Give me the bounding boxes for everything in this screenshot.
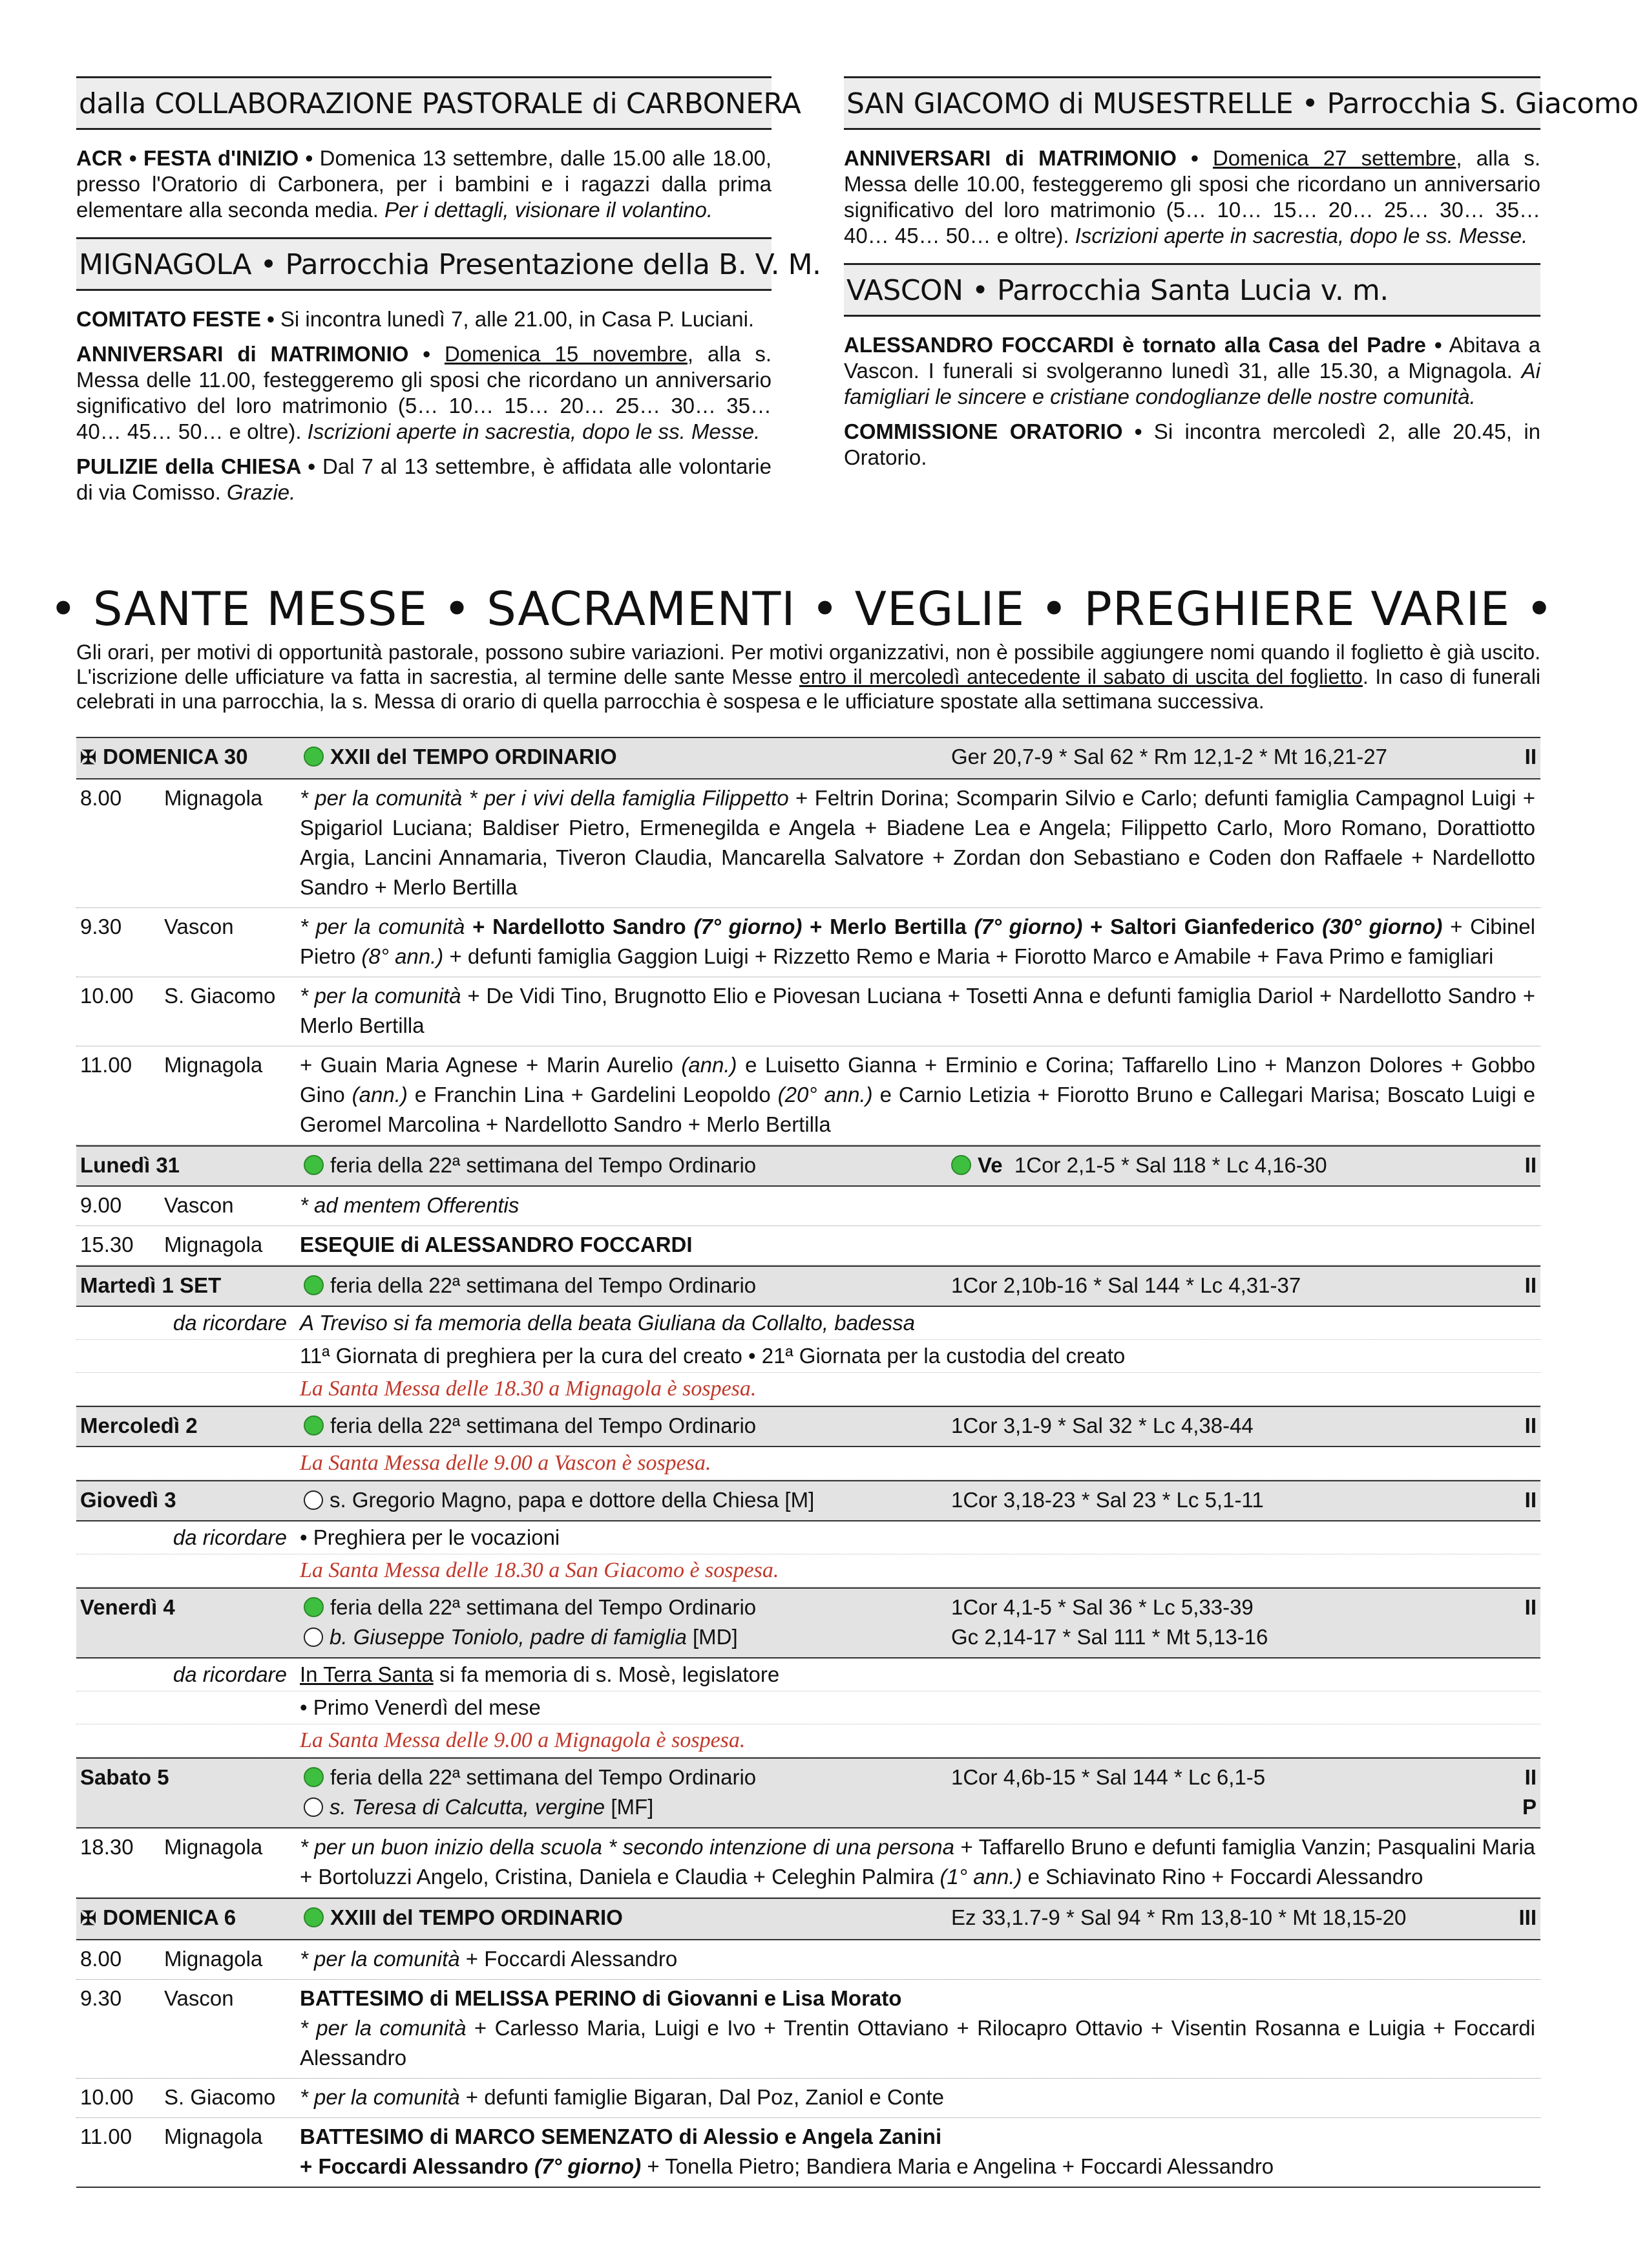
section-title-mignagola: MIGNAGOLA • Parrocchia Presentazione della B. V. M. — [76, 237, 772, 291]
green-liturgy-icon — [304, 1767, 324, 1787]
green-liturgy-icon — [304, 1155, 324, 1175]
section-title-carbonera: dalla COLLABORAZIONE PASTORALE di CARBONERA — [76, 76, 772, 130]
mass-row: 11.00 Mignagola + Guain Maria Agnese + Marin Aurelio (ann.) e Luisetto Gianna + Erminio e Corina; Taffarello Lino + Manzon Dolores + Gobbo Gino (ann.) e Franchin Lina + Gardelini Leopoldo (20° ann.) e Carnio Letizia + Fiorotto Bruno e Callegari Marisa; Boscato Luigi e Geromel Marcolina + Nardellotto Sandro + Merlo Bertilla — [76, 1046, 1540, 1145]
mass-row: 8.00 Mignagola * per la comunità + Foccardi Alessandro — [76, 1940, 1540, 1980]
suspended-notice: La Santa Messa delle 18.30 a San Giacomo è sospesa. — [76, 1554, 1540, 1587]
white-liturgy-icon — [304, 1490, 323, 1510]
schedule-notice: Gli orari, per motivi di opportunità pastorale, possono subire variazioni. Per motivi organizzativi, non è possibile aggiungere nomi quando il foglietto è già uscito. L'iscrizione delle ufficiature va fatta in sacrestia, al termine delle sante Messe entro il mercoledì antecedente il sabato di uscita del foglietto. In caso di funerali celebrati in una parrocchia, la s. Messa di orario di quella parrocchia è sospesa e le ufficiature spostate alla settimana successiva. — [76, 641, 1541, 713]
mass-row: 8.00 Mignagola * per la comunità * per i vivi della famiglia Filippetto + Feltrin Dorina; Scomparin Silvio e Carlo; defunti famiglia Campagnol Luigi + Spigariol Luciana; Baldiser Pietro, Ermenegilda e Angela + Biadene Lea e Angela; Filippetto Carlo, Moro Romano, Dorattiotto Argia, Lancini Annamaria, Tiveron Claudia, Mancarella Salvatore + Zordan don Sebastiano e Coden don Raffaele + Nardellotto Sandro + Merlo Bertilla — [76, 779, 1540, 908]
cross-icon: ✠ — [80, 747, 97, 768]
white-liturgy-icon — [304, 1627, 323, 1647]
day-row-sabato-5: Sabato 5 feria della 22ª settimana del Tempo Ordinario s. Teresa di Calcutta, vergine [MF] 1Cor 4,6b-15 * Sal 144 * Lc 6,1-5 II P — [76, 1757, 1540, 1828]
mass-row: 10.00 S. Giacomo * per la comunità + De Vidi Tino, Brugnotto Elio e Piovesan Luciana + Tosetti Anna e defunti famiglia Dariol + Nardellotto Sandro + Merlo Bertilla — [76, 977, 1540, 1046]
mass-row: 18.30 Mignagola * per un buon inizio della scuola * secondo intenzione di una persona + Taffarello Bruno e defunti famiglia Vanzin; Pasqualini Maria + Bortoluzzi Angelo, Cristina, Daniela e Claudia + Celeghin Palmira (1° ann.) e Schiavinato Rino + Foccardi Alessandro — [76, 1828, 1540, 1898]
right-column — [844, 76, 1638, 485]
mass-row: 9.30 Vascon BATTESIMO di MELISSA PERINO di Giovanni e Lisa Morato * per la comunità + Carlesso Maria, Luigi e Ivo + Trentin Ottaviano + Rilocapro Ottavio + Visentin Rosanna e Luigia + Foccardi Alessandro — [76, 1980, 1540, 2079]
day-row-mercoledi-2: Mercoledì 2 feria della 22ª settimana del Tempo Ordinario 1Cor 3,1-9 * Sal 32 * Lc 4,38-44 II — [76, 1406, 1540, 1447]
suspended-notice: La Santa Messa delle 9.00 a Mignagola è sospesa. — [76, 1724, 1540, 1757]
white-liturgy-icon — [304, 1797, 323, 1817]
pulizie-notice: PULIZIE della CHIESA • Dal 7 al 13 settembre, è affidata alle volontarie di via Comisso. Grazie. — [76, 454, 772, 504]
foccardi-notice: ALESSANDRO FOCCARDI è tornato alla Casa del Padre • Abitava a Vascon. I funerali si svolgeranno lunedì 31, alle 15.30, a Mignagola. Ai famigliari le sincere e cristiane condoglianze delle nostre comunità. — [844, 333, 1540, 408]
section-title-sangiacomo: SAN GIACOMO di MUSESTRELLE • Parrocchia S. Giacomo — [844, 76, 1540, 130]
day-row-lunedi-31: Lunedì 31 feria della 22ª settimana del Tempo Ordinario Ve 1Cor 2,1-5 * Sal 118 * Lc 4,16-30 II — [76, 1145, 1540, 1187]
mass-row: 9.30 Vascon * per la comunità + Nardellotto Sandro (7° giorno) + Merlo Bertilla (7° giorno) + Saltori Gianfederico (30° giorno) + Cibinel Pietro (8° ann.) + defunti famiglia Gaggion Luigi + Rizzetto Remo e Maria + Fiorotto Marco e Amabile + Fava Primo e famigliari — [76, 908, 1540, 977]
reminder-row: 11ª Giornata di preghiera per la cura del creato • 21ª Giornata per la custodia del creato — [76, 1340, 1540, 1373]
green-liturgy-icon — [304, 1907, 324, 1927]
reminder-row: da ricordare • Preghiera per le vocazioni — [76, 1521, 1540, 1554]
left-column — [76, 76, 821, 520]
green-liturgy-icon — [304, 1415, 324, 1436]
mass-row: 10.00 S. Giacomo * per la comunità + defunti famiglie Bigaran, Dal Poz, Zaniol e Conte — [76, 2079, 1540, 2118]
green-liturgy-icon — [304, 1275, 324, 1295]
anniversari-mignagola-notice: ANNIVERSARI di MATRIMONIO • Domenica 15 novembre, alla s. Messa delle 11.00, festeggeremo gli sposi che ricordano un anniversario significativo del loro matrimonio (5… 10… 15… 20… 25… 30… 35… 40… 45… 50… e oltre). Iscrizioni aperte in sacrestia, dopo le ss. Messe. — [76, 342, 772, 443]
green-liturgy-icon — [951, 1155, 971, 1175]
day-row-domenica-30: ✠ DOMENICA 30 XXII del TEMPO ORDINARIO Ger 20,7-9 * Sal 62 * Rm 12,1-2 * Mt 16,21-27 II — [76, 737, 1540, 779]
cross-icon: ✠ — [80, 1908, 97, 1929]
green-liturgy-icon — [304, 1597, 324, 1617]
section-title-vascon: VASCON • Parrocchia Santa Lucia v. m. — [844, 263, 1540, 317]
day-row-domenica-6: ✠ DOMENICA 6 XXIII del TEMPO ORDINARIO Ez 33,1.7-9 * Sal 94 * Rm 13,8-10 * Mt 18,15-20 III — [76, 1898, 1540, 1940]
reminder-row: da ricordare A Treviso si fa memoria della beata Giuliana da Collalto, badessa — [76, 1307, 1540, 1340]
commissione-oratorio-notice: COMMISSIONE ORATORIO • Si incontra mercoledì 2, alle 20.45, in Oratorio. — [844, 419, 1540, 469]
day-row-venerdi-4: Venerdì 4 feria della 22ª settimana del Tempo Ordinario b. Giuseppe Toniolo, padre di famiglia [MD] 1Cor 4,1-5 * Sal 36 * Lc 5,33-39 Gc 2,14-17 * Sal 111 * Mt 5,13-16 II — [76, 1587, 1540, 1659]
reminder-row: da ricordare In Terra Santa si fa memoria di s. Mosè, legislatore — [76, 1659, 1540, 1691]
reminder-row: • Primo Venerdì del mese — [76, 1691, 1540, 1724]
mass-schedule — [76, 737, 1540, 2188]
suspended-notice: La Santa Messa delle 9.00 a Vascon è sospesa. — [76, 1447, 1540, 1480]
day-row-martedi-1: Martedì 1 SET feria della 22ª settimana del Tempo Ordinario 1Cor 2,10b-16 * Sal 144 * Lc 4,31-37 II — [76, 1266, 1540, 1307]
mass-row: 9.00 Vascon * ad mentem Offerentis — [76, 1187, 1540, 1226]
mass-row: 15.30 Mignagola ESEQUIE di ALESSANDRO FOCCARDI — [76, 1226, 1540, 1266]
green-liturgy-icon — [304, 747, 324, 767]
comitato-feste-notice: COMITATO FESTE • Si incontra lunedì 7, alle 21.00, in Casa P. Luciani. — [76, 307, 755, 331]
main-title: • SANTE MESSE • SACRAMENTI • VEGLIE • PREGHIERE VARIE • — [49, 582, 1554, 636]
suspended-notice: La Santa Messa delle 18.30 a Mignagola è sospesa. — [76, 1373, 1540, 1406]
acr-notice: ACR • FESTA d'INIZIO • Domenica 13 settembre, dalle 15.00 alle 18.00, presso l'Oratorio di Carbonera, per i bambini e i ragazzi dalla prima elementare alla seconda media. Per i dettagli, visionare il volantino. — [76, 146, 772, 222]
anniversari-sangiacomo-notice: ANNIVERSARI di MATRIMONIO • Domenica 27 settembre, alla s. Messa delle 10.00, festeggeremo gli sposi che ricordano un anniversario significativo del loro matrimonio (5… 10… 15… 20… 25… 30… 35… 40… 45… 50… e oltre). Iscrizioni aperte in sacrestia, dopo le ss. Messe. — [844, 146, 1540, 248]
mass-row: 11.00 Mignagola BATTESIMO di MARCO SEMENZATO di Alessio e Angela Zanini + Foccardi Alessandro (7° giorno) + Tonella Pietro; Bandiera Maria e Angelina + Foccardi Alessandro — [76, 2118, 1540, 2188]
day-row-giovedi-3: Giovedì 3 s. Gregorio Magno, papa e dottore della Chiesa [M] 1Cor 3,18-23 * Sal 23 * Lc 5,1-11 II — [76, 1480, 1540, 1521]
